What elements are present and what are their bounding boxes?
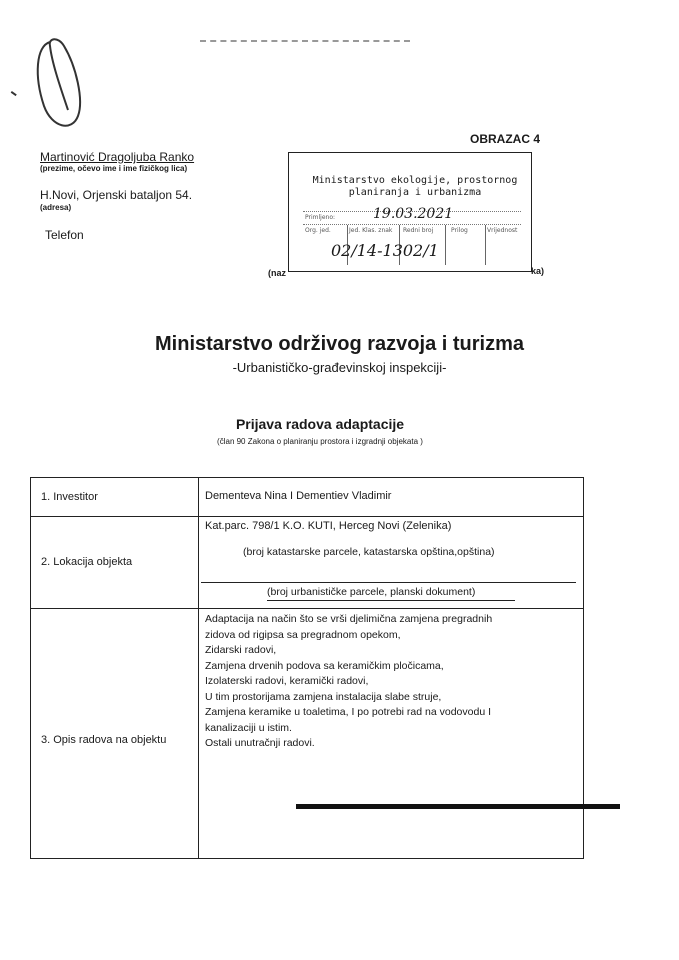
stamp-title-line2: planiranja i urbanizma	[348, 187, 482, 198]
sender-address-caption: (adresa)	[40, 203, 72, 212]
works-line: zidova od rigipsa sa pregradnom opekom,	[205, 628, 401, 641]
scan-artifact-mark	[7, 91, 17, 101]
table-row-line	[31, 608, 583, 609]
stamp-title-line1: Ministarstvo ekologije, prostornog	[312, 175, 518, 186]
scan-artifact-line	[200, 40, 410, 44]
row-location-caption1: (broj katastarske parcele, katastarska opština,opština)	[243, 546, 495, 558]
sender-name-caption: (prezime, očevo ime i ime fizičkog lica)	[40, 164, 188, 173]
stamp-received-label: Primljeno:	[305, 214, 336, 221]
row-works-label: 3. Opis radova na objektu	[41, 734, 167, 746]
row-investor-value: Dementeva Nina I Dementiev Vladimir	[205, 490, 392, 502]
stamp-col-klas: Jed. Klas. znak	[349, 227, 393, 234]
location-caption-underline	[267, 600, 515, 601]
reception-stamp	[288, 152, 532, 272]
strike-bar	[296, 804, 620, 809]
works-line: kanalizaciji u istim.	[205, 721, 292, 734]
stamp-reference: 02/14-1302/1	[331, 241, 439, 260]
stamp-col-org: Org. jed.	[305, 227, 331, 234]
row-location-label: 2. Lokacija objekta	[41, 556, 133, 568]
document-title: Prijava radova adaptacije	[235, 416, 405, 432]
works-line: Ostali unutračnji radovi.	[205, 737, 315, 749]
sender-name: Martinović Dragoljuba Ranko	[40, 150, 195, 164]
fragment-left: (naz	[268, 268, 286, 278]
works-line: Zamjena keramike u toaletima, I po potrebi rad na vodovodu I	[205, 706, 491, 718]
stamp-received-row	[303, 206, 521, 225]
stamp-grid	[303, 225, 521, 265]
works-line: Adaptacija na način što se vrši djelimična zamjena pregradnih	[205, 613, 493, 625]
stamp-col-vrijednost: Vrijednost	[487, 227, 518, 234]
form-number: OBRAZAC 4	[470, 132, 541, 146]
works-line: U tim prostorijama zamjena instalacija slabe struje,	[205, 690, 442, 703]
works-line: Zidarski radovi,	[205, 644, 277, 656]
stamp-title	[303, 175, 527, 199]
row-location-value: Kat.parc. 798/1 K.O. KUTI, Herceg Novi (Zelenika)	[205, 520, 452, 532]
works-line: Zamjena drvenih podova sa keramičkim pločicama,	[205, 659, 444, 672]
row-location-caption2: (broj urbanističke parcele, planski dokument)	[267, 586, 476, 598]
row-investor-label: 1. Investitor	[41, 491, 98, 503]
row-works-description	[205, 612, 492, 752]
stamp-col-redni: Redni broj	[403, 227, 434, 234]
table-row-line	[31, 516, 583, 517]
stamp-col-prilog: Prilog	[451, 227, 468, 234]
table-divider	[198, 478, 199, 858]
works-table	[30, 477, 584, 859]
paperclip-mark-icon	[28, 36, 88, 136]
document-subtitle: (član 90 Zakona o planiranju prostora i izgradnji objekata )	[217, 437, 423, 446]
sender-address: H.Novi, Orjenski bataljon 54.	[40, 188, 193, 202]
phone-label: Telefon	[45, 228, 84, 242]
location-underline	[201, 582, 576, 583]
ministry-subtitle: -Urbanističko-građevinskoj inspekciji-	[232, 360, 447, 375]
stamp-received-date: 19.03.2021	[373, 206, 454, 222]
fragment-right: ka)	[531, 266, 545, 276]
ministry-title: Ministarstvo održivog razvoja i turizma	[155, 333, 524, 355]
works-line: Izolaterski radovi, keramički radovi,	[205, 675, 369, 687]
